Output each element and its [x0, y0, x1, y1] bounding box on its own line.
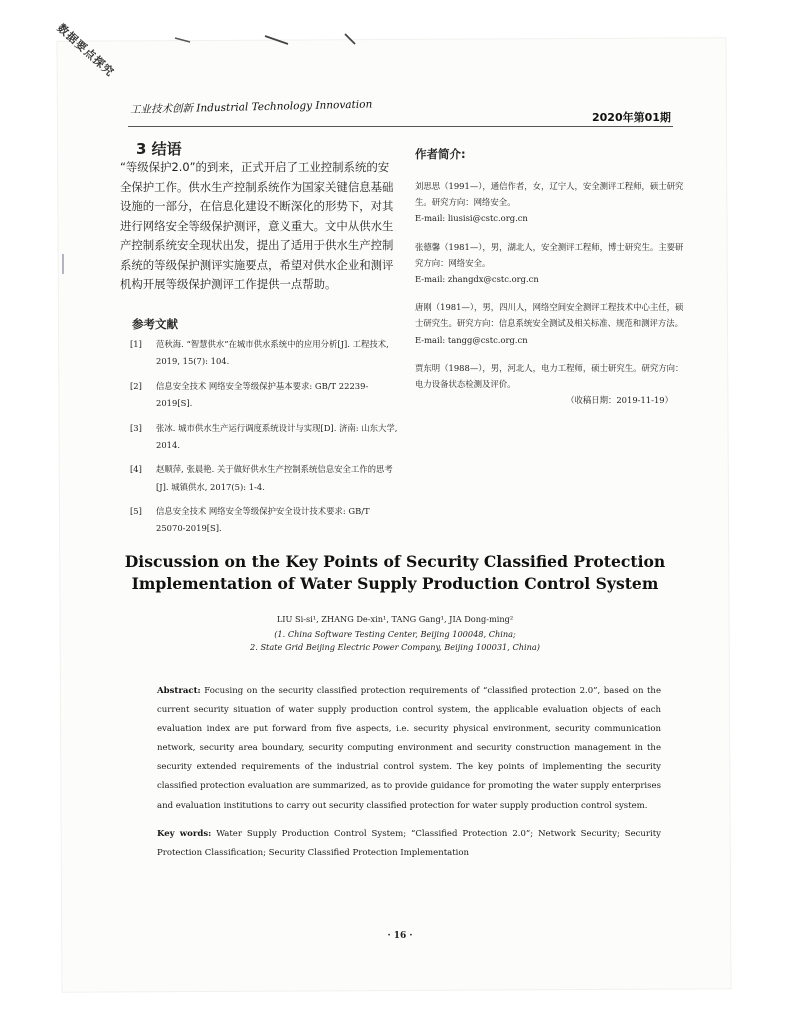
reference-item — [130, 503, 398, 537]
journal-header: 工业技术创新 Industrial Technology Innovation — [129, 98, 373, 116]
reference-item — [130, 336, 398, 370]
references-title: 参考文献 — [132, 317, 178, 331]
author-email: E-mail: zhangdx@cstc.org.cn — [415, 274, 539, 285]
issue-label: 2020年第01期 — [592, 111, 671, 124]
author-email: E-mail: tangg@cstc.org.cn — [415, 334, 528, 345]
reference-number: [3] — [130, 422, 142, 433]
edge-mark — [62, 254, 64, 274]
abstract-label: Abstract: — [157, 686, 201, 696]
reference-number: [2] — [130, 380, 142, 391]
author-bio-text: 张德馨（1981—），男，湖北人，安全测评工程师，博士研究生。主要研究方向：网络安全。 — [415, 241, 684, 268]
english-abstract — [157, 682, 661, 816]
section-title: 3 结语 — [136, 140, 182, 158]
reference-item — [130, 378, 398, 412]
keywords-label: Key words: — [157, 829, 212, 839]
reference-text: 范秋海. “智慧供水”在城市供水系统中的应用分析[J]. 工程技术, 2019, 15(7): 104. — [156, 339, 389, 367]
page-number: · 16 · — [387, 931, 413, 941]
author-list — [415, 178, 685, 407]
reference-text: 信息安全技术 网络安全等级保护基本要求: GB/T 22239-2019[S]. — [156, 380, 369, 408]
reference-text: 张冰. 城市供水生产运行调度系统设计与实现[D]. 济南: 山东大学, 2014. — [156, 422, 398, 450]
author-bio-text: 唐刚（1981—），男，四川人，网络空间安全测评工程技术中心主任，硕士研究生。研究方向：信息系统安全测试及相关标准、规范和测评方法。 — [415, 302, 684, 329]
reference-item — [130, 461, 398, 495]
author-intro-title: 作者简介: — [415, 147, 466, 161]
author-bio — [415, 239, 685, 288]
reference-item — [130, 420, 398, 454]
received-date: （收稿日期：2019-11-19） — [566, 395, 673, 406]
stamp-text: 数据要点探究 — [54, 21, 117, 80]
top-scribble — [170, 30, 370, 50]
author-bio — [415, 360, 685, 392]
english-affiliations — [120, 628, 670, 654]
author-bio — [415, 299, 685, 348]
affiliation-line: 2. State Grid Beijing Electric Power Company, Beijing 100031, China) — [250, 642, 540, 652]
reference-number: [4] — [130, 464, 142, 475]
english-keywords — [157, 825, 661, 863]
affiliation-line: (1. China Software Testing Center, Beijing 100048, China; — [274, 629, 516, 639]
abstract-text: Focusing on the security classified protection requirements of “classified protection 2.0”, based on the current security situation of water supply production control system, the applicable evaluation objects of each evaluation index are put forward from five aspects, i.e. security physical environment, security communication network, security area boundary, security computing environment and security construction management in the security extended requirements of the industrial control system. The key points of implementing the security classified protection evaluation are summarized, as to provide guidance for promoting the water supply enterprises and evaluation institutions to carry out security classified protection for water supply production control system. — [157, 686, 661, 811]
author-email: E-mail: liusisi@cstc.org.cn — [415, 213, 528, 224]
reference-text: 信息安全技术 网络安全等级保护安全设计技术要求: GB/T 25070-2019[S]. — [156, 506, 370, 534]
reference-number: [1] — [130, 339, 142, 349]
keywords-text: Water Supply Production Control System; “Classified Protection 2.0”; Network Security; Security Protection Classification; Security Classified Protection Implementation — [157, 829, 662, 859]
reference-number: [5] — [130, 506, 142, 517]
header-rule — [128, 126, 673, 127]
english-title-line: Implementation of Water Supply Production Control System — [131, 574, 659, 593]
author-bio-text: 刘思思（1991—），通信作者，女，辽宁人，安全测评工程师，硕士研究生。研究方向：网络安全。 — [415, 181, 684, 208]
references-list — [130, 336, 398, 545]
english-title — [120, 551, 670, 595]
author-bio-text: 贾东明（1988—），男，河北人，电力工程师，硕士研究生。研究方向：电力设备状态检测及评价。 — [415, 362, 684, 390]
reference-text: 赵顺萍, 张晨艳. 关于做好供水生产控制系统信息安全工作的思考[J]. 城镇供水, 2017(5): 1-4. — [156, 464, 393, 492]
english-title-line: Discussion on the Key Points of Security Classified Protection — [124, 552, 666, 571]
author-bio — [415, 178, 685, 227]
conclusion-paragraph: “等级保护2.0”的到来，正式开启了工业控制系统的安全保护工作。供水生产控制系统作为国家关键信息基础设施的一部分，在信息化建设不断深化的形势下，对其进行网络安全等级保护测评，意义重大。文中从供水生产控制系统安全现状出发，提出了适用于供水生产控制系统的等级保护测评实施要点，希望对供水企业和测评机构开展等级保护测评工作提供一点帮助。 — [120, 160, 394, 291]
english-authors: LIU Si-si¹, ZHANG De-xin¹, TANG Gang¹, JIA Dong-ming² — [276, 614, 514, 624]
